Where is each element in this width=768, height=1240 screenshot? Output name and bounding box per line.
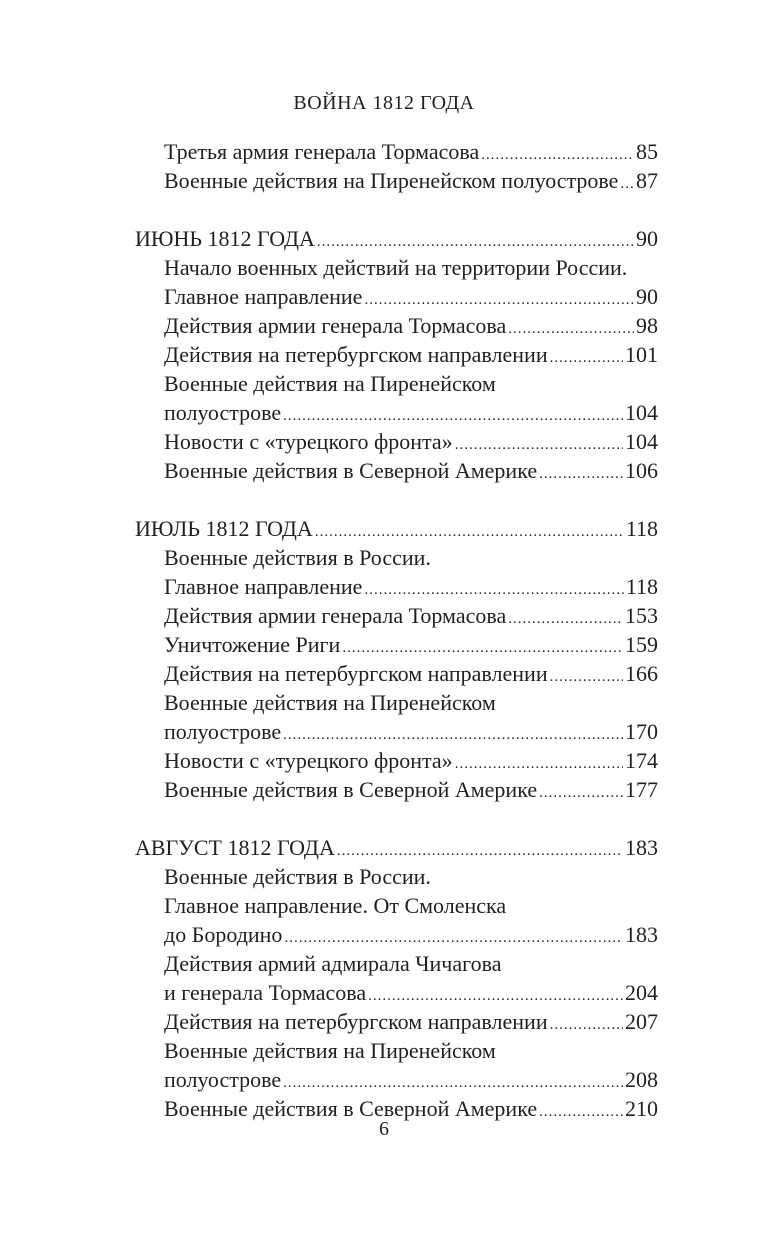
toc-entry-title: Военные действия в Северной Америке <box>164 777 538 802</box>
toc-entry-title: полуострове <box>164 400 282 425</box>
toc-entry-line <box>135 253 658 282</box>
toc-entry <box>135 137 658 166</box>
page-number: 6 <box>379 1118 389 1140</box>
toc-entry-title: Действия на петербургском направлении <box>164 1009 548 1034</box>
toc-entry-title: и генерала Тормасова <box>164 980 367 1005</box>
toc-entry-line <box>135 862 658 891</box>
toc-entry <box>135 427 658 456</box>
toc-entry-line <box>135 891 658 920</box>
toc-entry-page: 208 <box>625 1067 658 1092</box>
toc-entry-page: 101 <box>625 342 658 367</box>
toc-entry-line <box>135 949 658 978</box>
dot-leader <box>508 605 623 634</box>
toc-entry <box>135 601 658 630</box>
toc-entry-page: 90 <box>636 284 658 309</box>
dot-leader <box>539 779 623 808</box>
toc-entry-title: Уничтожение Риги <box>164 632 341 657</box>
toc-section-heading <box>135 514 658 543</box>
toc-entry <box>135 311 658 340</box>
toc-entry-page: 87 <box>636 168 658 193</box>
dot-leader <box>550 663 623 692</box>
toc-entry <box>135 166 658 195</box>
section-heading-title: ИЮНЬ 1812 ГОДА <box>135 226 315 251</box>
toc-entry-title: Новости с «турецкого фронта» <box>164 429 453 454</box>
toc-entry-page: 210 <box>625 1096 658 1121</box>
toc-entry-line <box>135 1036 658 1065</box>
table-of-contents <box>135 137 658 1123</box>
toc-entry-title: Военные действия в Северной Америке <box>164 1096 538 1121</box>
section-heading-title: ИЮЛЬ 1812 ГОДА <box>135 516 313 541</box>
toc-entry <box>135 1007 658 1036</box>
toc-entry-title: Военные действия в России. <box>164 864 431 889</box>
toc-entry-page: 204 <box>625 980 658 1005</box>
toc-entry-title: Главное направление. От Смоленска <box>164 893 507 918</box>
toc-entry-title: Военные действия на Пиренейском полуострове <box>164 168 619 193</box>
toc-entry-page: 170 <box>625 719 658 744</box>
toc-entry-page: 104 <box>625 429 658 454</box>
dot-leader <box>620 170 634 199</box>
toc-entry-title: полуострове <box>164 1067 282 1092</box>
running-head: ВОЙНА 1812 ГОДА <box>293 92 475 114</box>
toc-entry <box>135 920 658 949</box>
section-heading-page: 90 <box>636 226 658 251</box>
toc-entry <box>135 717 658 746</box>
toc-entry-page: 207 <box>625 1009 658 1034</box>
toc-entry-title: Новости с «турецкого фронта» <box>164 748 453 773</box>
toc-entry <box>135 978 658 1007</box>
toc-entry-title: Военные действия на Пиренейском <box>164 371 496 396</box>
toc-entry <box>135 746 658 775</box>
dot-leader <box>539 460 623 489</box>
toc-entry-title: полуострове <box>164 719 282 744</box>
toc-entry-page: 166 <box>625 661 658 686</box>
toc-entry <box>135 340 658 369</box>
toc-entry <box>135 398 658 427</box>
toc-entry-page: 153 <box>625 603 658 628</box>
toc-entry-page: 104 <box>625 400 658 425</box>
toc-entry-title: Военные действия на Пиренейском <box>164 690 496 715</box>
toc-section-heading <box>135 833 658 862</box>
toc-entry-page: 106 <box>625 458 658 483</box>
toc-entry <box>135 456 658 485</box>
toc-entry-page: 98 <box>636 313 658 338</box>
toc-entry <box>135 282 658 311</box>
toc-entry-page: 183 <box>625 922 658 947</box>
toc-entry-page: 118 <box>625 574 658 599</box>
toc-entry-title: Действия армии генерала Тормасова <box>164 603 507 628</box>
toc-entry-title: до Бородино <box>164 922 283 947</box>
section-heading-page: 118 <box>625 516 658 541</box>
toc-entry <box>135 630 658 659</box>
section-heading-title: АВГУСТ 1812 ГОДА <box>135 835 335 860</box>
toc-entry-title: Начало военных действий на территории России. <box>164 255 628 280</box>
dot-leader <box>550 344 623 373</box>
toc-entry <box>135 659 658 688</box>
toc-entry-line <box>135 543 658 572</box>
toc-section-heading <box>135 224 658 253</box>
toc-entry-page: 177 <box>625 777 658 802</box>
toc-entry-line <box>135 688 658 717</box>
toc-entry-title: Действия на петербургском направлении <box>164 342 548 367</box>
toc-entry-title: Военные действия в Северной Америке <box>164 458 538 483</box>
toc-entry <box>135 775 658 804</box>
toc-entry-page: 174 <box>625 748 658 773</box>
toc-entry-title: Третья армия генерала Тормасова <box>164 139 480 164</box>
toc-entry <box>135 1065 658 1094</box>
toc-entry-title: Главное направление <box>164 284 363 309</box>
toc-entry-title: Военные действия в России. <box>164 545 431 570</box>
toc-entry-title: Действия армий адмирала Чичагова <box>164 951 502 976</box>
toc-entry <box>135 572 658 601</box>
toc-entry-title: Военные действия на Пиренейском <box>164 1038 496 1063</box>
section-heading-page: 183 <box>625 835 658 860</box>
toc-entry-title: Главное направление <box>164 574 363 599</box>
toc-entry-title: Действия армии генерала Тормасова <box>164 313 507 338</box>
toc-entry-page: 85 <box>636 139 658 164</box>
toc-entry-title: Действия на петербургском направлении <box>164 661 548 686</box>
toc-entry-page: 159 <box>625 632 658 657</box>
dot-leader <box>550 1011 623 1040</box>
toc-entry-line <box>135 369 658 398</box>
